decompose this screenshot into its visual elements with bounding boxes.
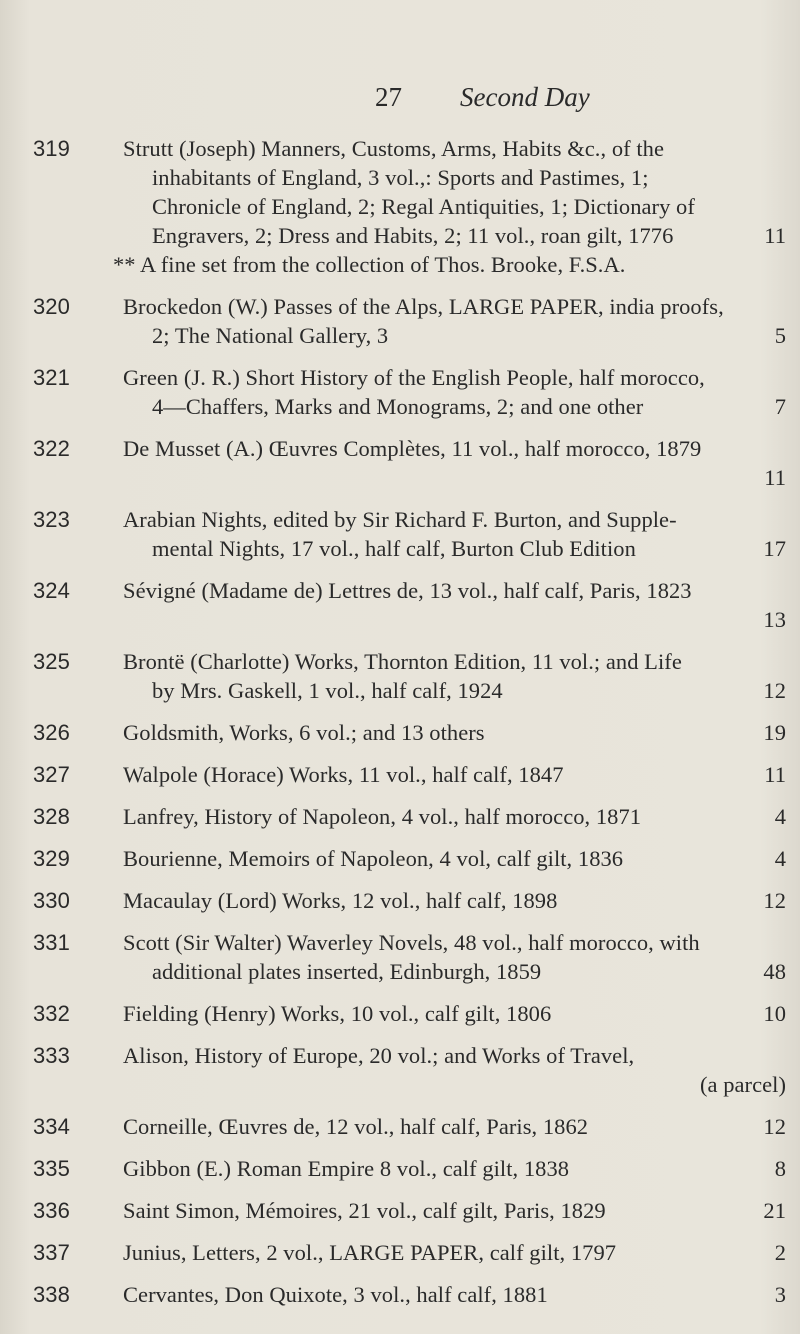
lot-number: 325 — [33, 649, 70, 674]
lot-list — [0, 134, 800, 1322]
lot-entry — [0, 1238, 800, 1267]
lot-price: (a parcel) — [699, 1072, 786, 1097]
lot-number: 338 — [33, 1282, 70, 1307]
lot-text: Green (J. R.) Short History of the English People, half morocco, — [123, 365, 705, 390]
lot-text: Goldsmith, Works, 6 vol.; and 13 others — [123, 720, 485, 745]
lot-description-line — [0, 505, 800, 534]
lot-entry — [0, 718, 800, 747]
lot-description-line — [0, 1196, 800, 1225]
lot-price: 11 — [764, 762, 786, 787]
lot-entry — [0, 1154, 800, 1183]
lot-price: 11 — [764, 465, 786, 490]
lot-price: 19 — [763, 720, 786, 745]
lot-text: Cervantes, Don Quixote, 3 vol., half calf, 1881 — [123, 1282, 548, 1307]
lot-number: 334 — [33, 1114, 70, 1139]
lot-entry — [0, 647, 800, 705]
lot-number: 319 — [33, 136, 70, 161]
lot-price: 3 — [774, 1282, 786, 1307]
lot-entry — [0, 760, 800, 789]
lot-number: 322 — [33, 436, 70, 461]
lot-price: 13 — [763, 607, 786, 632]
lot-number: 332 — [33, 1001, 70, 1026]
lot-number: 331 — [33, 930, 70, 955]
lot-text: 2; The National Gallery, 3 — [152, 323, 389, 348]
lot-entry — [0, 576, 800, 634]
lot-description-line — [0, 221, 800, 250]
lot-entry — [0, 363, 800, 421]
lot-entry — [0, 434, 800, 492]
lot-entry — [0, 928, 800, 986]
lot-description-line — [0, 1041, 800, 1070]
lot-text: 4—Chaffers, Marks and Monograms, 2; and one other — [152, 394, 644, 419]
lot-description-line — [0, 534, 800, 563]
lot-number: 327 — [33, 762, 70, 787]
lot-text: Gibbon (E.) Roman Empire 8 vol., calf gilt, 1838 — [123, 1156, 570, 1181]
lot-description-line — [0, 321, 800, 350]
lot-number: 320 — [33, 294, 70, 319]
lot-text: inhabitants of England, 3 vol.,: Sports and Pastimes, 1; — [152, 165, 649, 190]
lot-price: 4 — [774, 804, 786, 829]
lot-text: Fielding (Henry) Works, 10 vol., calf gilt, 1806 — [123, 1001, 552, 1026]
lot-description-line — [0, 1112, 800, 1141]
lot-text: Arabian Nights, edited by Sir Richard F. Burton, and Supple- — [123, 507, 677, 532]
lot-description-line — [0, 676, 800, 705]
lot-text: additional plates inserted, Edinburgh, 1859 — [152, 959, 542, 984]
lot-price: 11 — [764, 223, 786, 248]
lot-description-line — [0, 844, 800, 873]
page-number: 27 — [375, 82, 402, 112]
lot-description-line — [0, 802, 800, 831]
lot-text: Engravers, 2; Dress and Habits, 2; 11 vol., roan gilt, 1776 — [152, 223, 674, 248]
lot-description-line — [0, 192, 800, 221]
lot-price: 12 — [763, 1114, 786, 1139]
lot-text: Macaulay (Lord) Works, 12 vol., half calf, 1898 — [123, 888, 558, 913]
lot-description-line — [0, 134, 800, 163]
lot-description-line — [0, 718, 800, 747]
lot-number: 323 — [33, 507, 70, 532]
lot-text: by Mrs. Gaskell, 1 vol., half calf, 1924 — [152, 678, 503, 703]
lot-description-line — [0, 392, 800, 421]
lot-description-line — [0, 647, 800, 676]
lot-text: Sévigné (Madame de) Lettres de, 13 vol., half calf, Paris, 1823 — [123, 578, 692, 603]
lot-entry — [0, 999, 800, 1028]
lot-entry — [0, 1041, 800, 1099]
lot-text: mental Nights, 17 vol., half calf, Burton Club Edition — [152, 536, 636, 561]
lot-description-line — [0, 1070, 800, 1099]
lot-text: Walpole (Horace) Works, 11 vol., half calf, 1847 — [123, 762, 564, 787]
lot-price: 7 — [774, 394, 786, 419]
lot-entry — [0, 1280, 800, 1309]
lot-text: Brontë (Charlotte) Works, Thornton Edition, 11 vol.; and Life — [123, 649, 682, 674]
lot-price: 12 — [763, 888, 786, 913]
lot-number: 330 — [33, 888, 70, 913]
lot-text: Bourienne, Memoirs of Napoleon, 4 vol, calf gilt, 1836 — [123, 846, 624, 871]
lot-entry — [0, 1112, 800, 1141]
lot-text: Junius, Letters, 2 vol., LARGE PAPER, calf gilt, 1797 — [123, 1240, 617, 1265]
lot-entry — [0, 505, 800, 563]
lot-description-line — [0, 886, 800, 915]
sale-day: Second Day — [460, 82, 590, 112]
lot-entry — [0, 802, 800, 831]
lot-description-line — [0, 760, 800, 789]
lot-text: De Musset (A.) Œuvres Complètes, 11 vol., half morocco, 1879 — [123, 436, 702, 461]
lot-text: Chronicle of England, 2; Regal Antiquities, 1; Dictionary of — [152, 194, 695, 219]
lot-entry — [0, 1196, 800, 1225]
lot-number: 336 — [33, 1198, 70, 1223]
lot-description-line — [0, 292, 800, 321]
lot-description-line — [0, 1238, 800, 1267]
lot-description-line — [0, 999, 800, 1028]
lot-note: ** A fine set from the collection of Thos. Brooke, F.S.A. — [113, 252, 626, 277]
lot-price: 48 — [763, 959, 786, 984]
lot-description-line — [0, 928, 800, 957]
lot-description-line — [0, 163, 800, 192]
lot-entry — [0, 292, 800, 350]
lot-number: 337 — [33, 1240, 70, 1265]
lot-price: 10 — [763, 1001, 786, 1026]
lot-description-line — [0, 363, 800, 392]
lot-number: 321 — [33, 365, 70, 390]
lot-text: Alison, History of Europe, 20 vol.; and Works of Travel, — [123, 1043, 635, 1068]
lot-entry — [0, 844, 800, 873]
lot-description-line — [0, 434, 800, 463]
lot-price: 5 — [774, 323, 786, 348]
running-head — [0, 82, 800, 112]
lot-price: 4 — [774, 846, 786, 871]
lot-price: 2 — [774, 1240, 786, 1265]
lot-price: 21 — [763, 1198, 786, 1223]
lot-description-line — [0, 957, 800, 986]
lot-entry — [0, 886, 800, 915]
lot-entry — [0, 134, 800, 279]
lot-price: 17 — [763, 536, 786, 561]
lot-description-line — [0, 605, 800, 634]
lot-description-line — [0, 1280, 800, 1309]
lot-number: 328 — [33, 804, 70, 829]
lot-number: 326 — [33, 720, 70, 745]
lot-number: 324 — [33, 578, 70, 603]
lot-description-line — [0, 463, 800, 492]
lot-description-line — [0, 576, 800, 605]
lot-description-line — [0, 1154, 800, 1183]
lot-number: 333 — [33, 1043, 70, 1068]
lot-text: Brockedon (W.) Passes of the Alps, LARGE PAPER, india proofs, — [123, 294, 724, 319]
lot-price: 12 — [763, 678, 786, 703]
lot-text: Saint Simon, Mémoires, 21 vol., calf gilt, Paris, 1829 — [123, 1198, 606, 1223]
lot-text: Corneille, Œuvres de, 12 vol., half calf, Paris, 1862 — [123, 1114, 589, 1139]
lot-number: 335 — [33, 1156, 70, 1181]
lot-text: Lanfrey, History of Napoleon, 4 vol., half morocco, 1871 — [123, 804, 642, 829]
lot-text: Scott (Sir Walter) Waverley Novels, 48 vol., half morocco, with — [123, 930, 700, 955]
lot-number: 329 — [33, 846, 70, 871]
lot-text: Strutt (Joseph) Manners, Customs, Arms, Habits &c., of the — [123, 136, 664, 161]
lot-price: 8 — [774, 1156, 786, 1181]
